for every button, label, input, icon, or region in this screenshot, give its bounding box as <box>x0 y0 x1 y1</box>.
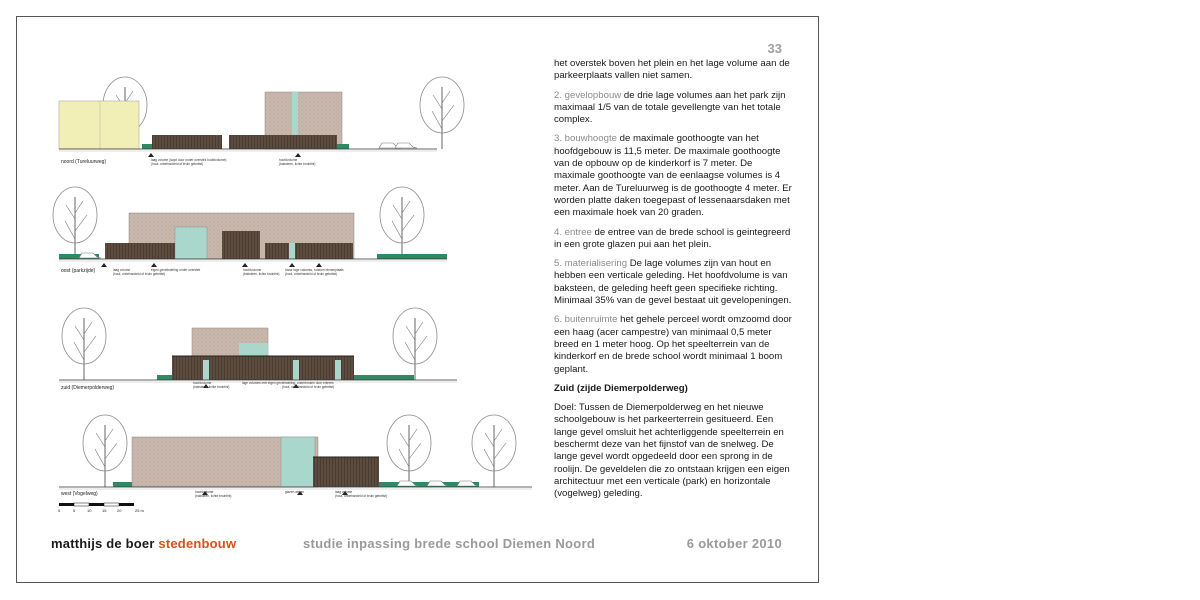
footer-brand <box>51 536 236 551</box>
scale-tick: 0 <box>58 508 61 513</box>
scale-tick: 5 <box>73 508 76 513</box>
annotation-detail: (hout, onbehandeld of bruin gebeitst) <box>285 272 338 276</box>
elevation-drawings <box>17 17 547 517</box>
tree-icon <box>393 308 437 380</box>
annotation-detail: (hout, onbehandeld of bruin gebeitst) <box>335 494 388 498</box>
annotation: hoofdvolume <box>243 268 262 272</box>
low-volume <box>105 243 175 259</box>
document-page <box>16 16 819 583</box>
annotation: glazen atrium <box>285 490 305 494</box>
low-volume <box>313 457 379 487</box>
item-buitenruimte <box>554 314 794 375</box>
tree-icon <box>420 77 464 149</box>
annotation: lage volumes met eigen gevelindeling, onderbroken door entrees <box>242 381 334 385</box>
neighbour-building <box>59 101 139 149</box>
page-number: 33 <box>767 41 782 56</box>
elevation-label: zuid (Diemerpolderweg) <box>61 385 115 391</box>
annotation-detail: (baksteen, lichte bruintint) <box>243 272 280 276</box>
item-gevelopbouw <box>554 90 794 127</box>
elevation-oost <box>53 187 447 276</box>
footer-date: 6 oktober 2010 <box>686 536 782 551</box>
scale-tick: 10 <box>87 508 92 513</box>
section-subheading: Zuid (zijde Diemerpolderweg) <box>554 382 688 394</box>
brand-accent: stedenbouw <box>158 536 237 551</box>
brand-name: matthijs de boer <box>51 536 155 551</box>
elevation-zuid <box>59 308 457 391</box>
item-entree <box>554 227 794 252</box>
tree-icon <box>387 415 431 487</box>
item-body: de maximale goothoogte van het hoofdgebouw is 11,5 meter. De maximale goothoogte van de opbouw op de kinderkorf is 7 meter. De maximale goothoogte van de eenlaagse volumes is 4 meter. Aan de Tureluurweg is de goothoogte 4 meter. Er worden platte daken toegepast of lessenaarsdaken met een maximale hoek van 20 graden. <box>554 133 792 219</box>
annotation: hoofdvolume <box>279 158 298 162</box>
doel-paragraph: Doel: Tussen de Diemerpolderweg en het nieuwe schoolgebouw is het parkeerterrein gesitueerd. Een lange gevel omsluit het achterliggende speelterrein en beschermt deze van het fijnstof van de snelweg. De lange gevel wordt opgedeeld door een sprong in de roolijn. De geveldelen die zo ontstaan krijgen een eigen architectuur met een verticale (park) en horizontale (vogelweg) geleding. <box>554 402 790 500</box>
item-body: de drie lage volumes aan het park zijn maximaal 1/5 van de totale gevellengte van het totale complex. <box>554 89 786 126</box>
intro-paragraph: het overstek boven het plein en het lage volume aan de parkeerplaats vallen niet samen. <box>554 58 790 82</box>
annotation-detail: (baksteen, lichte bruintint) <box>279 162 316 166</box>
annotation: laag volume <box>113 268 131 272</box>
elevation-label: noord (Tureluurweg) <box>61 159 107 165</box>
elevation-noord <box>59 77 464 166</box>
scale-tick: 20 <box>117 508 122 513</box>
annotation: hoofdvolume <box>193 381 212 385</box>
low-volume <box>222 231 260 259</box>
item-number: 4. entree <box>554 226 592 238</box>
annotation-detail: (hout, onbehandeld of bruin gebeitst) <box>282 385 335 389</box>
item-number: 6. buitenruimte <box>554 314 618 326</box>
annotation-detail: (hout, onbehandeld of bruin gebeitst) <box>113 272 166 276</box>
item-body: het gehele perceel wordt omzoomd door een haag (acer campestre) van minimaal 0,5 meter breed en 1 meter hoog. Op het speelterrein van de kinderkorf en de brede school wordt minimaal 1 boom geplant. <box>554 314 792 375</box>
scale-unit: 25 m <box>135 508 144 513</box>
tree-icon <box>62 308 106 380</box>
tree-icon <box>472 415 516 487</box>
annotation: laag volume <box>335 490 353 494</box>
item-body: De lage volumes zijn van hout en hebben een verticale geleding. Het hoofdvolume is van baksteen, de geleding heeft geen specifieke richting. Minimaal 35% van de gevel bestaat uit gevelopeningen. <box>554 258 792 307</box>
text-column <box>554 58 794 508</box>
tree-icon <box>53 187 97 259</box>
item-bouwhoogte <box>554 133 794 219</box>
item-number: 5. materialisering <box>554 258 628 270</box>
annotation: hoofdvolume <box>195 490 214 494</box>
low-volume <box>172 356 354 380</box>
elevation-west <box>59 415 532 498</box>
tree-icon <box>83 415 127 487</box>
low-volume <box>265 243 353 259</box>
elevation-label: oost (parkzijde) <box>61 268 96 274</box>
annotation: laag volume (loopt door onder overstek hoofdvolume) <box>151 158 227 162</box>
annotation-detail: (hout, onbehandeld of bruin gebeitst) <box>151 162 204 166</box>
item-body: de entree van de brede school is geintegreerd in een grote glazen pui aan het plein. <box>554 226 791 250</box>
low-volume <box>152 135 222 149</box>
scale-bar <box>58 503 145 513</box>
glass-atrium <box>281 437 315 487</box>
glass-entrance <box>175 227 207 259</box>
footer-title: studie inpassing brede school Diemen Noord <box>303 536 596 551</box>
low-volume <box>229 135 337 149</box>
annotation: eigen gevelindeling onder overstek <box>151 268 201 272</box>
elevation-label: west (Vogelweg) <box>61 491 98 497</box>
item-materialisering <box>554 258 794 307</box>
item-number: 2. gevelopbouw <box>554 89 622 101</box>
annotation-detail: (baksteen, lichte bruintint) <box>193 385 230 389</box>
annotation: losse lage volumes, rondom binnenplaats <box>285 268 344 272</box>
annotation-detail: (baksteen, lichte bruintint) <box>195 494 232 498</box>
scale-tick: 15 <box>102 508 107 513</box>
item-number: 3. bouwhoogte <box>554 133 617 145</box>
tree-icon <box>380 187 424 259</box>
